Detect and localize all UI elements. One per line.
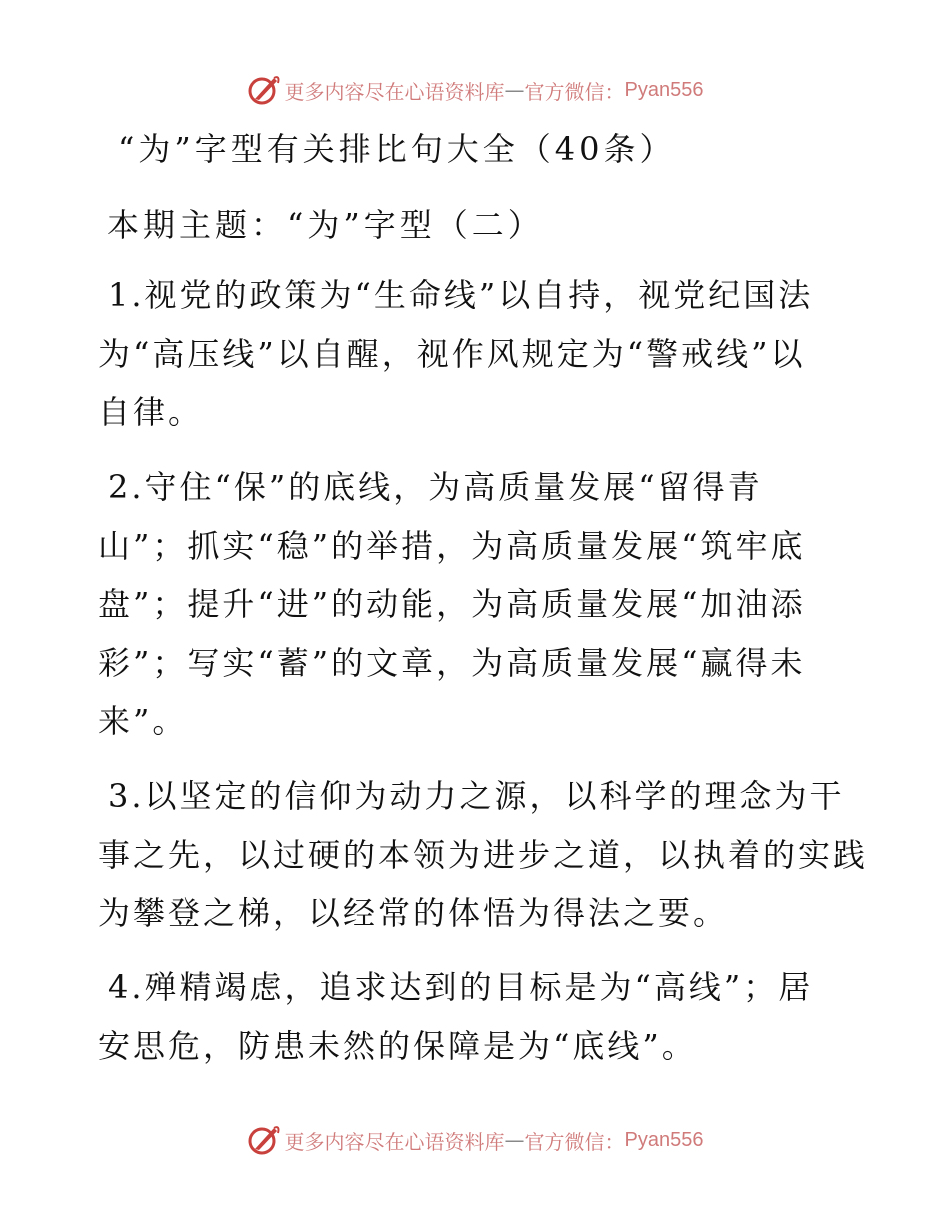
paragraph-line: 3.以坚定的信仰为动力之源，以科学的理念为干 [108,777,845,815]
paragraph-line: 1.视党的政策为“生命线”以自持，视党纪国法 [108,276,814,314]
paragraph-2 [98,458,858,751]
paragraph-line: 为攀登之梯，以经常的体悟为得法之要。 [98,894,729,932]
paragraph-line: 自律。 [98,393,204,431]
paragraph-line: 4.殚精竭虑，追求达到的目标是为“高线”；居 [108,968,814,1006]
paragraph-line: 彩”；写实“蓄”的文章，为高质量发展“赢得未 [98,643,806,682]
paragraph-line: 为“高压线”以自醒，视作风规定为“警戒线”以 [98,334,806,373]
watermark-contact-label: 官方微信： [524,79,625,104]
footer-watermark [0,1120,950,1160]
paragraph-3 [98,767,869,943]
paragraph-line: 事之先，以过硬的本领为进步之道，以执着的实践 [98,835,869,874]
quill-logo-icon [247,1123,281,1157]
document-subtitle: 本期主题：“为”字型（二） [107,206,544,244]
watermark-wechat-id: Pyan556 [624,1128,704,1151]
watermark-main-text: 更多内容尽在心语资料库 [284,79,505,104]
paragraph-line: 安思危，防患未然的保障是为“底线”。 [98,1026,697,1065]
watermark-wechat-id: Pyan556 [624,78,704,101]
watermark-separator: — [504,78,525,102]
paragraph-1 [98,266,858,442]
watermark-separator: — [504,1128,525,1152]
watermark-main-text: 更多内容尽在心语资料库 [284,1129,505,1154]
paragraph-line: 盘”；提升“进”的动能，为高质量发展“加油添 [98,585,806,623]
quill-logo-icon [247,73,281,107]
paragraph-line: 2.守住“保”的底线，为高质量发展“留得青 [108,468,763,506]
paragraph-line: 山”；抓实“稳”的举措，为高质量发展“筑牢底 [98,526,806,565]
header-watermark [0,70,950,110]
watermark-contact-label: 官方微信： [524,1129,625,1154]
document-title: “为”字型有关排比句大全（40条） [118,130,676,168]
paragraph-line: 来”。 [98,702,188,740]
paragraph-4 [98,958,858,1075]
